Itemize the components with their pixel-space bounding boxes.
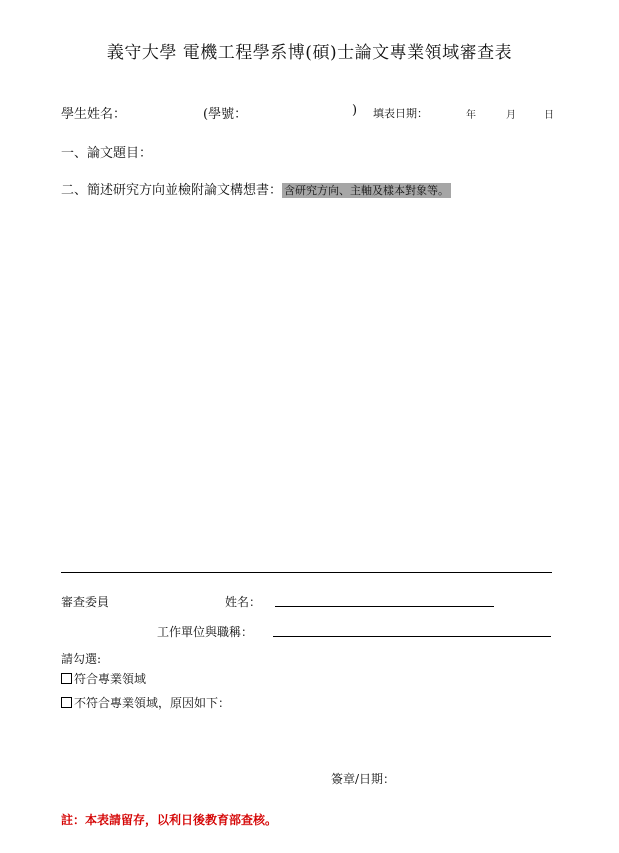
- retention-note: 註：本表請留存，以利日後教育部查核。: [61, 813, 278, 827]
- option-match-label: 符合專業領域: [74, 672, 147, 686]
- date-year-label: 年: [466, 110, 476, 121]
- signature-date-label: 簽章/日期：: [331, 772, 396, 786]
- checkbox-not-match[interactable]: [61, 697, 72, 708]
- reviewer-unit-label: 工作單位與職稱：: [157, 625, 254, 639]
- option-not-match-label: 不符合專業領域，原因如下：: [74, 696, 231, 710]
- section-divider: [61, 572, 552, 573]
- reviewer-label: 審查委員: [61, 595, 110, 609]
- date-month-label: 月: [506, 110, 516, 121]
- fill-date-label: 填表日期：: [373, 107, 428, 120]
- form-title: 義守大學 電機工程學系博(碩)士論文專業領域審查表: [106, 43, 513, 63]
- check-prompt: 請勾選:: [61, 652, 102, 666]
- date-day-label: 日: [544, 110, 554, 121]
- thesis-title-label: 一、論文題目：: [61, 146, 153, 161]
- student-name-label: 學生姓名：: [61, 107, 127, 122]
- option-match[interactable]: [61, 670, 146, 687]
- research-direction-label: [61, 179, 451, 198]
- student-id-close: ): [352, 103, 358, 118]
- student-id-label: (學號：: [203, 107, 248, 122]
- research-direction-text: 二、簡述研究方向並檢附論文構想書：: [61, 183, 283, 198]
- reviewer-name-label: 姓名：: [225, 595, 262, 609]
- research-direction-hint: 含研究方向、主軸及樣本對象等。: [284, 184, 450, 197]
- option-not-match[interactable]: [61, 694, 230, 711]
- reviewer-name-line[interactable]: [275, 606, 494, 607]
- reviewer-unit-line[interactable]: [273, 636, 551, 637]
- checkbox-match[interactable]: [61, 673, 72, 684]
